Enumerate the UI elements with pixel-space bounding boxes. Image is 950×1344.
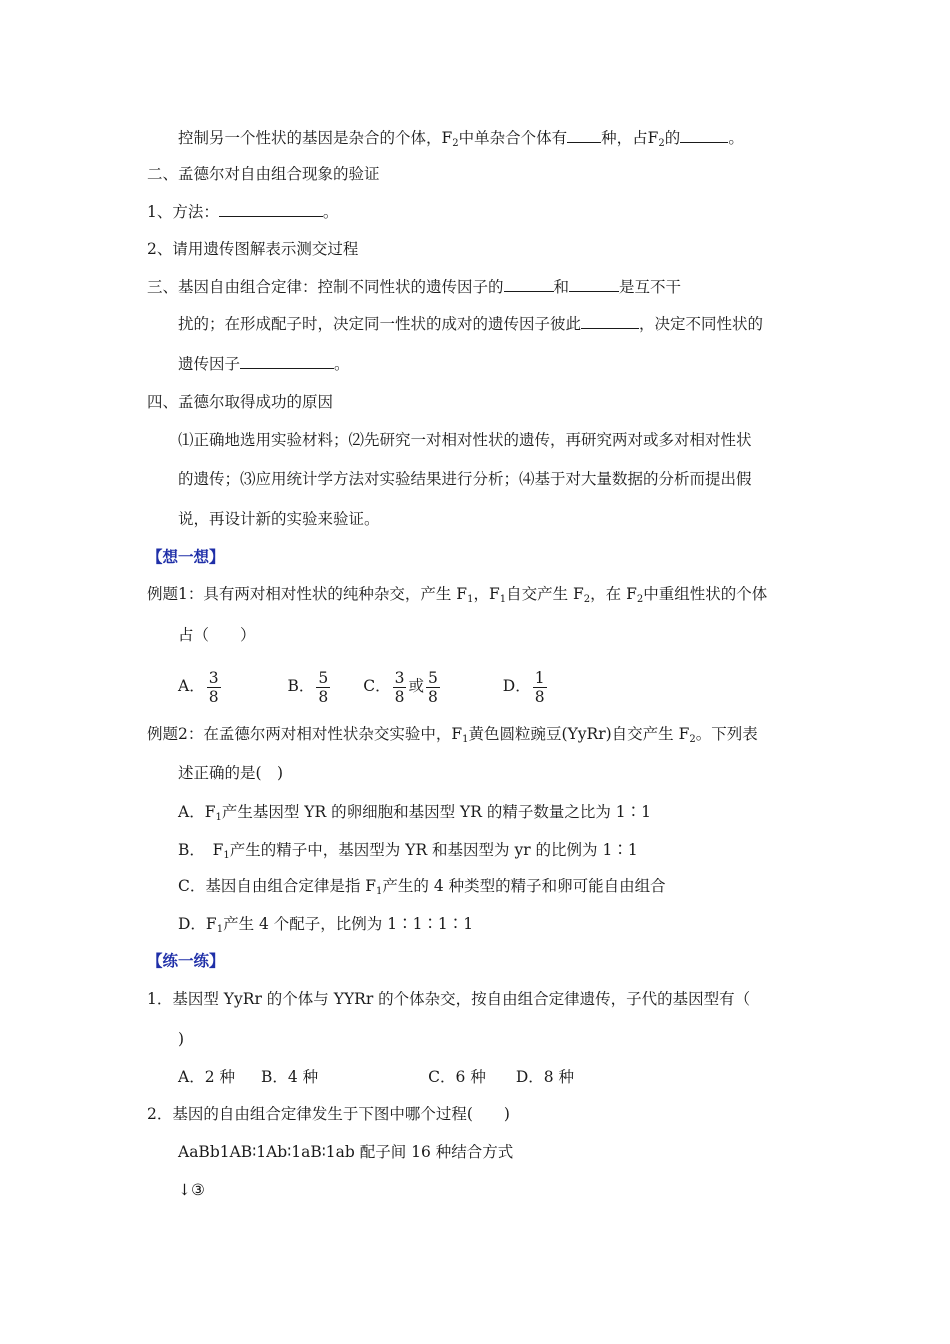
text: 是互不干 xyxy=(619,278,682,296)
text: 控制另一个性状的基因是杂合的个体，F xyxy=(178,129,453,147)
subscript: 1 xyxy=(499,594,507,605)
subscript: 2 xyxy=(689,734,696,745)
method-2-line: 2、请用遗传图解表示测交过程 xyxy=(147,240,359,258)
question-2-line-2: AaBb1AB∶1Ab∶1aB∶1ab 配子间 16 种结合方式 xyxy=(178,1143,514,1161)
option-d[interactable] xyxy=(503,664,549,708)
option-label: C． xyxy=(363,677,391,695)
subscript: 2 xyxy=(636,594,644,605)
text: 的 xyxy=(664,129,681,147)
section-3-line-2 xyxy=(178,312,763,335)
text: 中单杂合个体有 xyxy=(458,129,568,147)
question-1-line-2: ) xyxy=(178,1030,185,1048)
example-label: 例题1： xyxy=(147,585,204,603)
text: 。 xyxy=(322,203,339,221)
section-3-line-1 xyxy=(147,275,681,298)
fraction: $\frac{5}{8}$ xyxy=(318,668,329,706)
subscript: 1 xyxy=(462,734,469,745)
example-2-option-a[interactable]: A．$F_1$产生基因型 YR 的卵细胞和基因型 YR 的精子数量之比为 1∶1 xyxy=(178,803,651,823)
question-2-line-1: 2．基因的自由组合定律发生于下图中哪个过程( ) xyxy=(147,1105,510,1123)
text: 中重组性状的个体 xyxy=(643,585,768,603)
section-4-title: 四、孟德尔取得成功的原因 xyxy=(147,393,334,411)
option-label: D． xyxy=(502,677,531,695)
answer-blank[interactable] xyxy=(581,312,639,329)
fraction: $\frac{3}{8}$ xyxy=(208,668,219,706)
method-line xyxy=(147,200,338,223)
option-b[interactable] xyxy=(288,664,333,708)
subscript: 2 xyxy=(658,138,665,149)
answer-blank[interactable] xyxy=(219,200,323,217)
section-2-title: 二、孟德尔对自由组合现象的验证 xyxy=(147,165,380,183)
text: ，在 F xyxy=(590,585,637,603)
text: 三、基因自由组合定律：控制不同性状的遗传因子的 xyxy=(147,278,504,296)
text: 种，占F xyxy=(601,129,659,147)
text: 遗传因子 xyxy=(178,355,241,373)
answer-blank[interactable] xyxy=(680,126,728,143)
question-1-options xyxy=(178,1066,574,1088)
subscript: 2 xyxy=(452,138,459,149)
option-a[interactable] xyxy=(178,664,223,708)
question-1-line-1: 1．基因型 YyRr 的个体与 YYRr 的个体杂交，按自由组合定律遗传，子代的基因型有（ xyxy=(147,990,751,1008)
text: ，决定不同性状的 xyxy=(639,315,764,333)
answer-blank[interactable] xyxy=(504,275,554,292)
example-2-line-1 xyxy=(147,723,758,745)
question-2-line-3: ↓③ xyxy=(178,1181,205,1199)
text: 。下列表 xyxy=(695,725,758,743)
example-2-option-c[interactable]: C．基因自由组合定律是指 $F_1$产生的 4 种类型的精子和卵可能自由组合 xyxy=(178,877,666,897)
option-c[interactable]: C． $\frac{3}{8}$ 或 $\frac{5}{8}$ xyxy=(363,668,438,706)
fraction: $\frac{5}{8}$ xyxy=(427,668,438,706)
answer-blank[interactable] xyxy=(567,126,601,143)
text: 。 xyxy=(334,355,350,373)
option-b[interactable]: B．4 种 xyxy=(260,1068,319,1086)
fraction: $\frac{1}{8}$ xyxy=(534,668,545,706)
text: 扰的；在形成配子时，决定同一性状的成对的遗传因子彼此 xyxy=(178,315,582,333)
section-3-line-3 xyxy=(178,352,350,375)
example-2-option-b[interactable]: B． $F_1$产生的精子中，基因型为 YR 和基因型为 yr 的比例为 1∶1 xyxy=(178,841,638,861)
text: 。 xyxy=(728,129,744,147)
text: 1、方法： xyxy=(147,203,219,221)
option-d[interactable]: D．8 种 xyxy=(515,1068,575,1086)
example-1-options xyxy=(178,664,549,708)
section-4-line-1: ⑴正确地选用实验材料；⑵先研究一对相对性状的遗传，再研究两对或多对相对性状 xyxy=(178,431,752,449)
example-1-line-2: 占（ ） xyxy=(178,626,256,644)
text: 在孟德尔两对相对性状杂交实验中，F xyxy=(203,725,463,743)
section-4-line-2: 的遗传；⑶应用统计学方法对实验结果进行分析；⑷基于对大量数据的分析而提出假 xyxy=(178,470,752,488)
subscript: 2 xyxy=(583,594,591,605)
think-heading: 【想一想】 xyxy=(147,547,225,566)
answer-blank[interactable] xyxy=(240,352,334,369)
text: 黄色圆粒豌豆(YyRr)自交产生 F xyxy=(468,725,690,743)
option-a[interactable]: A．2 种 xyxy=(178,1068,235,1086)
line-1 xyxy=(178,126,744,149)
section-4-line-3: 说，再设计新的实验来验证。 xyxy=(178,510,380,528)
example-2-line-2: 述正确的是( ) xyxy=(178,764,284,782)
option-label: B． xyxy=(287,677,315,695)
option-label: A． xyxy=(178,677,205,695)
fraction: $\frac{3}{8}$ xyxy=(394,668,405,706)
text: 和 xyxy=(553,278,570,296)
practice-heading: 【练一练】 xyxy=(147,951,225,970)
text: ，F xyxy=(473,585,500,603)
example-label: 例题2： xyxy=(147,725,204,743)
text: 具有两对相对性状的纯种杂交，产生 F xyxy=(203,585,468,603)
subscript: 1 xyxy=(467,594,474,605)
example-1-line-1 xyxy=(147,583,767,605)
text: 自交产生 F xyxy=(506,585,584,603)
option-c[interactable]: C．6 种 xyxy=(428,1068,486,1086)
answer-blank[interactable] xyxy=(569,275,619,292)
example-2-option-d[interactable]: D．$F_1$产生 4 个配子，比例为 1∶1∶1∶1 xyxy=(178,915,474,935)
